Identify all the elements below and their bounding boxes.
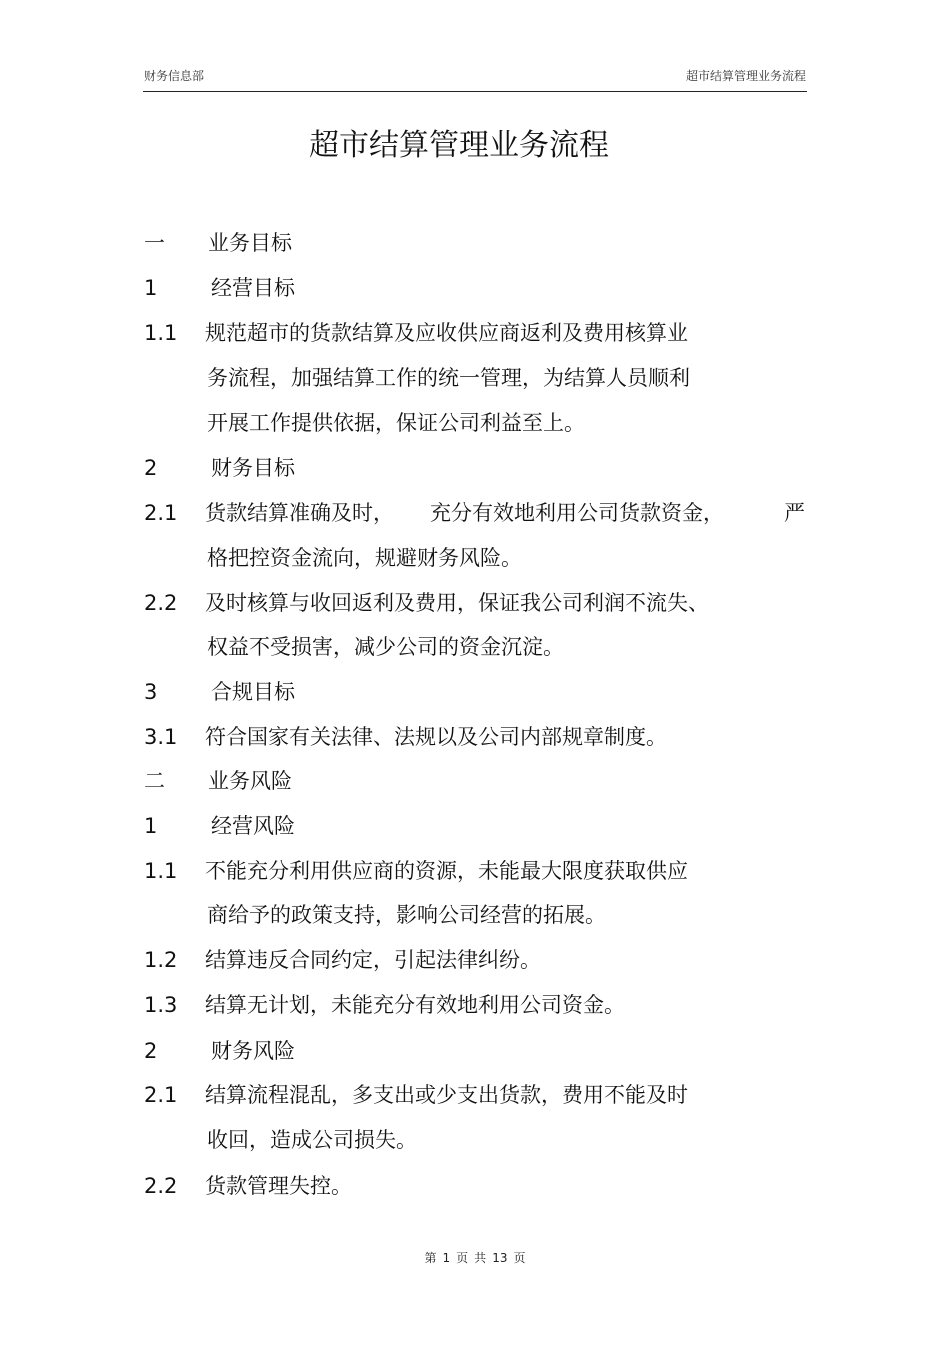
subsection-text: 财务目标 [211,456,295,480]
item-number: 2.2 [144,1174,178,1198]
subsection-number: 2 [144,456,158,480]
item-text-line: 开展工作提供依据，保证公司利益至上。 [207,411,585,435]
footer-total-word: 共 [474,1251,487,1265]
item-number: 1.1 [144,321,178,345]
footer-page-number: 1 [442,1251,451,1265]
item-text-line: 格把控资金流向，规避财务风险。 [207,546,522,570]
item-text-segment: 严 [784,501,805,525]
subsection-text: 经营目标 [211,276,295,300]
item-number: 1.1 [144,859,178,883]
item-text-line: 规范超市的货款结算及应收供应商返利及费用核算业 [205,321,688,345]
header-document-name: 超市结算管理业务流程 [685,69,806,83]
footer-page-word: 页 [456,1251,469,1265]
subsection-text: 财务风险 [211,1039,295,1063]
footer-prefix: 第 [424,1251,437,1265]
section-text: 业务风险 [208,769,292,793]
section-number: 二 [144,769,165,793]
document-title: 超市结算管理业务流程 [309,128,609,163]
item-number: 1.3 [144,993,178,1017]
section-text: 业务目标 [208,231,292,255]
item-text-line: 商给予的政策支持，影响公司经营的拓展。 [207,903,606,927]
item-text-line: 结算流程混乱，多支出或少支出货款，费用不能及时 [205,1083,688,1107]
subsection-number: 2 [144,1039,158,1063]
item-text-line: 不能充分利用供应商的资源，未能最大限度获取供应 [205,859,688,883]
page-footer [0,1249,950,1266]
item-text-line: 结算违反合同约定，引起法律纠纷。 [205,948,541,972]
subsection-number: 1 [144,276,158,300]
header-divider [143,91,807,92]
item-text-line: 符合国家有关法律、法规以及公司内部规章制度。 [205,725,667,749]
item-text-line: 务流程，加强结算工作的统一管理，为结算人员顺利 [207,366,690,390]
item-number: 2.1 [144,1083,178,1107]
item-text-segment: 货款结算准确及时， [205,501,394,525]
item-number: 2.2 [144,591,178,615]
item-text-line: 货款管理失控。 [205,1174,352,1198]
item-text-segment: 充分有效地利用公司货款资金， [430,501,724,525]
subsection-text: 经营风险 [211,814,295,838]
subsection-text: 合规目标 [211,680,295,704]
item-number: 3.1 [144,725,178,749]
section-number: 一 [144,231,165,255]
item-number: 2.1 [144,501,178,525]
subsection-number: 1 [144,814,158,838]
item-number: 1.2 [144,948,178,972]
item-text-line: 结算无计划，未能充分有效地利用公司资金。 [205,993,625,1017]
item-text-line: 权益不受损害，减少公司的资金沉淀。 [207,635,564,659]
item-text-line: 及时核算与收回返利及费用，保证我公司利润不流失、 [205,591,709,615]
header-department: 财务信息部 [144,69,205,83]
footer-total-pages: 13 [492,1251,508,1265]
subsection-number: 3 [144,680,158,704]
item-text-line: 收回，造成公司损失。 [207,1128,417,1152]
footer-suffix: 页 [513,1251,526,1265]
